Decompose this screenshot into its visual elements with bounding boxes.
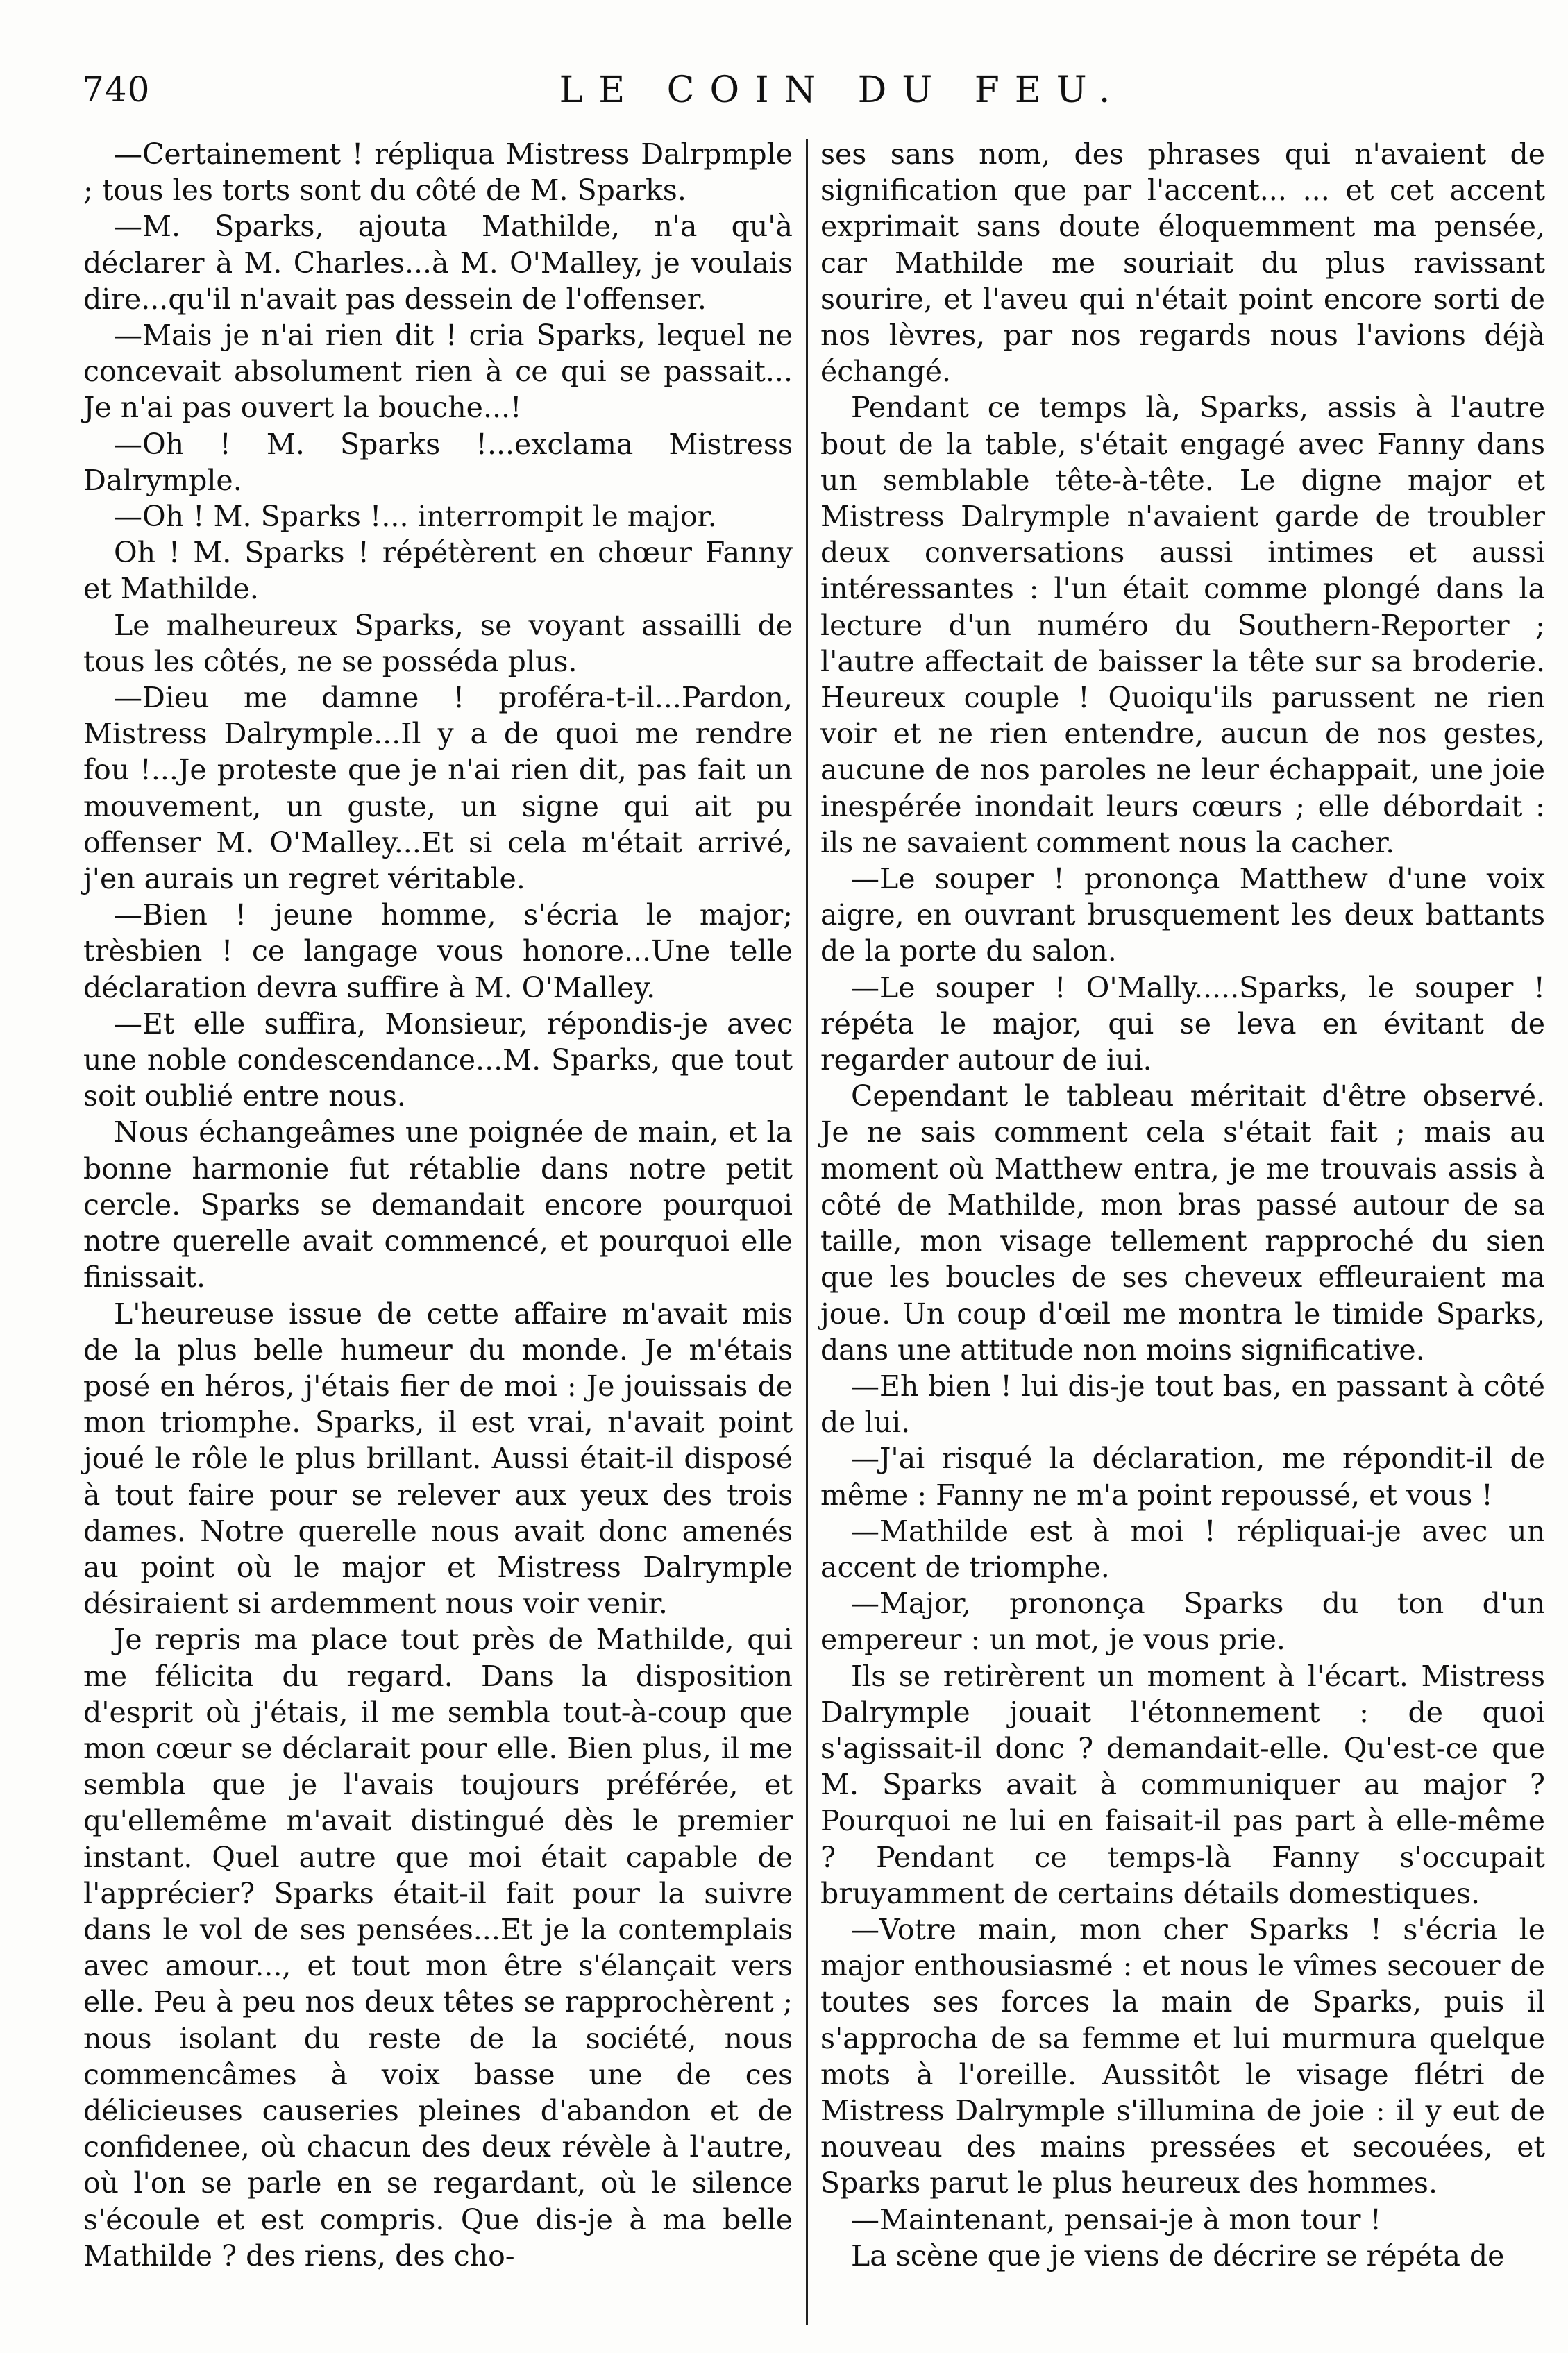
paragraph: Je repris ma place tout près de Mathilde, qui me félicita du regard. Dans la disposition d'esprit où j'étais, il me sembla tout-à-coup que mon cœur se déclarait pour elle. Bien plus, il me sembla que je l'avais toujours préférée, et qu'ellemême m'avait distingué dès le premier instant. Quel autre que moi était capable de l'apprécier? Sparks était-il fait pour la suivre dans le vol de ses pensées...Et je la contemplais avec amour..., et tout mon être s'élançait vers elle. Peu à peu nos deux têtes se rapprochèrent ; nous isolant du reste de la société, nous commencâmes à voix basse une de ces délicieuses causeries pleines d'abandon et de confidenee, où chacun des deux révèle à l'autre, où l'on se parle en se regardant, où le silence s'écoule et est compris. Que dis-je à ma belle Mathilde ? des riens, des cho- [83,1623,793,2272]
paragraph: Cependant le tableau méritait d'être observé. Je ne sais comment cela s'était fait ; mais au moment où Matthew entra, je me trouvais assis à côté de Mathilde, mon bras passé autour de sa taille, mon visage tellement rapproché du sien que les boucles de ses cheveux effleuraient ma joue. Un coup d'œil me montra le timide Sparks, dans une attitude non moins significative. [820,1079,1545,1367]
left-column [83,136,793,2274]
running-title: LE COIN DU FEU. [559,69,1126,111]
paragraph: Nous échangeâmes une poignée de main, et la bonne harmonie fut rétablie dans notre petit cercle. Sparks se demandait encore pourquoi notre querelle avait commencé, et pourquoi elle finissait. [83,1115,793,1294]
paragraph: —Major, prononça Sparks du ton d'un empereur : un mot, je vous prie. [820,1587,1545,1657]
paragraph: —Le souper ! prononça Matthew d'une voix aigre, en ouvrant brusquement les deux battants de la porte du salon. [820,862,1545,968]
paragraph: Ils se retirèrent un moment à l'écart. Mistress Dalrymple jouait l'étonnement : de quoi s'agissait-il donc ? demandait-elle. Qu'est-ce que M. Sparks avait à communiquer au major ? Pourquoi ne lui en faisait-il pas part à elle-même ? Pendant ce temps-là Fanny s'occupait bruyamment de certains détails domestiques. [820,1659,1545,1910]
column-divider [806,139,808,2325]
page-header [82,69,1492,118]
paragraph: —Oh ! M. Sparks !...exclama Mistress Dalrymple. [83,427,793,497]
paragraph: Oh ! M. Sparks ! répétèrent en chœur Fanny et Mathilde. [83,536,793,606]
paragraph: —J'ai risqué la déclaration, me répondit-il de même : Fanny ne m'a point repoussé, et vous ! [820,1442,1545,1512]
paragraph: Le malheureux Sparks, se voyant assailli de tous les côtés, ne se posséda plus. [83,608,793,678]
paragraph: —Eh bien ! lui dis-je tout bas, en passant à côté de lui. [820,1369,1545,1440]
paragraph: —Mathilde est à moi ! répliquai-je avec un accent de triomphe. [820,1514,1545,1584]
paragraph: —Bien ! jeune homme, s'écria le major; trèsbien ! ce langage vous honore...Une telle déclaration devra suffire à M. O'Malley. [83,898,793,1004]
paragraph: —Dieu me damne ! proféra-t-il...Pardon, Mistress Dalrymple...Il y a de quoi me rendre fou !...Je proteste que je n'ai rien dit, pas fait un mouvement, un guste, un signe qui ait pu offenser M. O'Malley...Et si cela m'était arrivé, j'en aurais un regret véritable. [83,681,793,896]
paragraph: —Mais je n'ai rien dit ! cria Sparks, lequel ne concevait absolument rien à ce qui se passait... Je n'ai pas ouvert la bouche...! [83,319,793,425]
paragraph: —Certainement ! répliqua Mistress Dalrpmple ; tous les torts sont du côté de M. Sparks. [83,137,793,208]
paragraph: —Oh ! M. Sparks !... interrompit le major. [114,500,717,534]
paragraph: —Votre main, mon cher Sparks ! s'écria le major enthousiasmé : et nous le vîmes secouer de toutes ses forces la main de Sparks, puis il s'approcha de sa femme et lui murmura quelque mots à l'oreille. Aussitôt le visage flétri de Mistress Dalrymple s'illumina de joie : il y eut de nouveau des mains pressées et secouées, et Sparks parut le plus heureux des hommes. [820,1912,1545,2200]
right-column [820,136,1545,2274]
paragraph: —M. Sparks, ajouta Mathilde, n'a qu'à déclarer à M. Charles...à M. O'Malley, je voulais dire...qu'il n'avait pas dessein de l'offenser. [83,210,793,316]
paragraph: L'heureuse issue de cette affaire m'avait mis de la plus belle humeur du monde. Je m'étais posé en héros, j'étais fier de moi : Je jouissais de mon triomphe. Sparks, il est vrai, n'avait point joué le rôle le plus brillant. Aussi était-il disposé à tout faire pour se relever aux yeux des trois dames. Notre querelle nous avait donc amenés au point où le major et Mistress Dalrymple désiraient si ardemment nous voir venir. [83,1297,793,1621]
paragraph: La scène que je viens de décrire se répéta de [851,2238,1505,2272]
paragraph: —Le souper ! O'Mally.....Sparks, le souper ! répéta le major, qui se leva en évitant de regarder autour de iui. [820,970,1545,1077]
paragraph: Pendant ce temps là, Sparks, assis à l'autre bout de la table, s'était engagé avec Fanny dans un semblable tête-à-tête. Le digne major et Mistress Dalrymple n'avaient garde de troubler deux conversations aussi intimes et aussi intéressantes : l'un était comme plongé dans la lecture d'un numéro du Southern-Reporter ; l'autre affectait de baisser la tête sur sa broderie. Heureux couple ! Quoiqu'ils parussent ne rien voir et ne rien entendre, aucun de nos gestes, aucune de nos paroles ne leur échappait, une joie inespérée inondait leurs cœurs ; elle débordait : ils ne savaient comment nous la cacher. [820,391,1545,859]
page-number: 740 [82,69,151,110]
paragraph: —Maintenant, pensai-je à mon tour ! [851,2202,1382,2236]
paragraph: —Et elle suffira, Monsieur, répondis-je avec une noble condescendance...M. Sparks, que tout soit oublié entre nous. [83,1006,793,1113]
paragraph: ses sans nom, des phrases qui n'avaient de signification que par l'accent... ... et cet accent exprimait sans doute éloquemment ma pensée, car Mathilde me souriait du plus ravissant sourire, et l'aveu qui n'était point encore sorti de nos lèvres, par nos regards nous l'avions déjà échangé. [820,137,1545,389]
